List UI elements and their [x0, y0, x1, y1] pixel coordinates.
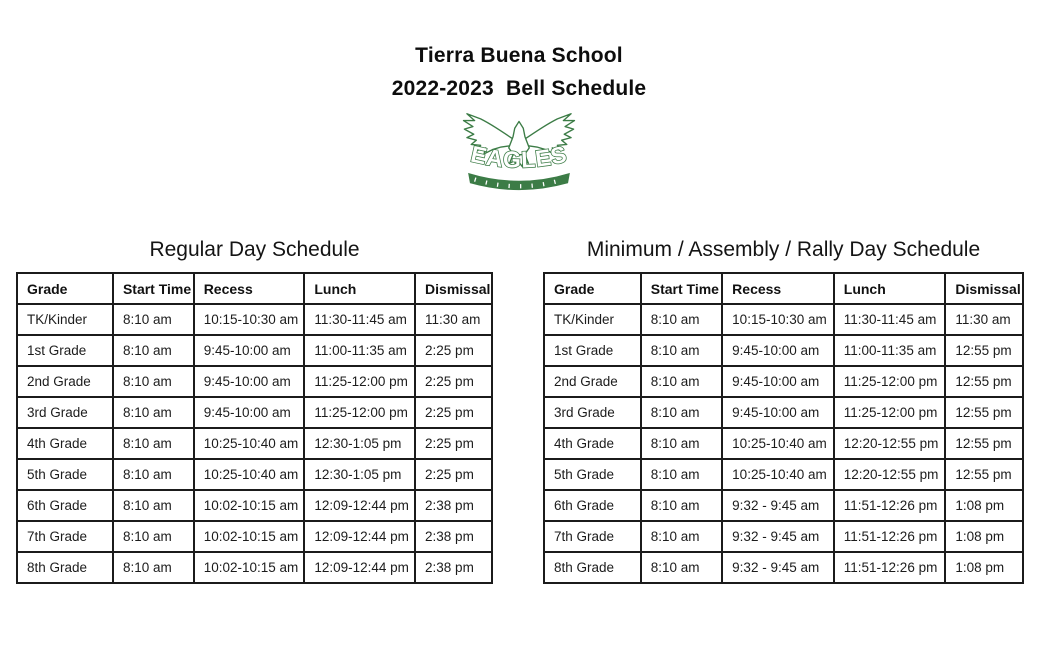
table-cell: 8:10 am [641, 552, 722, 583]
regular-day-schedule-table [16, 272, 493, 584]
table-cell: 12:55 pm [945, 366, 1023, 397]
table-cell: 2:38 pm [415, 521, 492, 552]
table-cell: 8:10 am [641, 397, 722, 428]
column-header: Start Time [113, 273, 194, 304]
table-cell: 12:55 pm [945, 428, 1023, 459]
table-cell: 12:55 pm [945, 397, 1023, 428]
table-cell: TK/Kinder [17, 304, 113, 335]
table-cell: 11:30-11:45 am [304, 304, 415, 335]
table-row [17, 335, 492, 366]
table-cell: 11:51-12:26 pm [834, 552, 946, 583]
table-cell: 9:32 - 9:45 am [722, 490, 834, 521]
table-cell: 2nd Grade [17, 366, 113, 397]
table-cell: 8:10 am [113, 428, 194, 459]
table-cell: 2:25 pm [415, 459, 492, 490]
document-subtitle: 2022-2023 Bell Schedule [391, 77, 647, 100]
table-cell: 12:09-12:44 pm [304, 490, 415, 521]
table-cell: 2nd Grade [544, 366, 641, 397]
table-cell: 12:09-12:44 pm [304, 521, 415, 552]
table-row [544, 552, 1023, 583]
column-header: Start Time [641, 273, 722, 304]
regular-day-schedule-title: Regular Day Schedule [149, 238, 360, 261]
table-cell: 10:25-10:40 am [722, 428, 834, 459]
table-cell: 2:25 pm [415, 335, 492, 366]
table-cell: 4th Grade [17, 428, 113, 459]
table-cell: 8:10 am [113, 366, 194, 397]
table-row [544, 366, 1023, 397]
table-cell: 1:08 pm [945, 552, 1023, 583]
table-cell: 9:45-10:00 am [194, 366, 305, 397]
table-cell: 9:45-10:00 am [194, 397, 305, 428]
minimum-day-schedule-title: Minimum / Assembly / Rally Day Schedule [586, 238, 981, 261]
table-cell: 1st Grade [544, 335, 641, 366]
table-cell: 12:09-12:44 pm [304, 552, 415, 583]
table-cell: 6th Grade [17, 490, 113, 521]
table-cell: 8:10 am [641, 304, 722, 335]
table-row [544, 304, 1023, 335]
table-cell: 10:25-10:40 am [194, 428, 305, 459]
table-cell: 11:30 am [415, 304, 492, 335]
table-row [17, 428, 492, 459]
column-header: Dismissal [945, 273, 1023, 304]
column-header: Lunch [304, 273, 415, 304]
eagles-logo [455, 110, 583, 196]
table-cell: 11:30-11:45 am [834, 304, 946, 335]
table-row [17, 552, 492, 583]
table-row [544, 459, 1023, 490]
minimum-day-schedule-table [543, 272, 1024, 584]
table-cell: 11:25-12:00 pm [304, 397, 415, 428]
table-cell: 8:10 am [641, 490, 722, 521]
table-cell: 11:51-12:26 pm [834, 521, 946, 552]
table-cell: 8:10 am [113, 304, 194, 335]
column-header: Grade [17, 273, 113, 304]
table-cell: 11:00-11:35 am [304, 335, 415, 366]
table-cell: 11:25-12:00 pm [834, 397, 946, 428]
table-cell: 7th Grade [544, 521, 641, 552]
table-row [17, 366, 492, 397]
table-cell: 12:20-12:55 pm [834, 459, 946, 490]
table-cell: 5th Grade [544, 459, 641, 490]
table-cell: 2:25 pm [415, 397, 492, 428]
table-cell: 2:38 pm [415, 490, 492, 521]
table-cell: 8:10 am [641, 428, 722, 459]
table-cell: 11:51-12:26 pm [834, 490, 946, 521]
table-cell: 9:45-10:00 am [722, 335, 834, 366]
table-cell: 10:25-10:40 am [194, 459, 305, 490]
minimum-day-schedule-section [543, 238, 1024, 584]
header-row [17, 273, 492, 304]
table-cell: 6th Grade [544, 490, 641, 521]
table-cell: 1:08 pm [945, 521, 1023, 552]
table-cell: 11:25-12:00 pm [834, 366, 946, 397]
table-row [544, 428, 1023, 459]
document-title: Tierra Buena School [415, 44, 623, 67]
logo-text: EAGLES [468, 140, 570, 173]
table-cell: 5th Grade [17, 459, 113, 490]
table-cell: 10:15-10:30 am [194, 304, 305, 335]
table-cell: 4th Grade [544, 428, 641, 459]
column-header: Grade [544, 273, 641, 304]
table-cell: 8:10 am [113, 552, 194, 583]
logo-container [0, 110, 1038, 196]
table-cell: 12:55 pm [945, 459, 1023, 490]
table-cell: 10:02-10:15 am [194, 521, 305, 552]
table-cell: 11:30 am [945, 304, 1023, 335]
table-cell: 1st Grade [17, 335, 113, 366]
table-cell: 12:30-1:05 pm [304, 459, 415, 490]
table-row [544, 490, 1023, 521]
table-cell: 12:20-12:55 pm [834, 428, 946, 459]
table-cell: 9:45-10:00 am [722, 366, 834, 397]
table-cell: 9:45-10:00 am [722, 397, 834, 428]
header-row [544, 273, 1023, 304]
table-cell: 9:32 - 9:45 am [722, 521, 834, 552]
column-header: Recess [722, 273, 834, 304]
table-cell: 2:38 pm [415, 552, 492, 583]
table-cell: 3rd Grade [544, 397, 641, 428]
table-row [544, 521, 1023, 552]
table-cell: 12:55 pm [945, 335, 1023, 366]
table-cell: 8:10 am [113, 490, 194, 521]
column-header: Dismissal [415, 273, 492, 304]
table-cell: 11:25-12:00 pm [304, 366, 415, 397]
table-cell: 8th Grade [17, 552, 113, 583]
table-cell: TK/Kinder [544, 304, 641, 335]
table-row [544, 397, 1023, 428]
table-cell: 7th Grade [17, 521, 113, 552]
table-cell: 8:10 am [641, 335, 722, 366]
table-row [17, 459, 492, 490]
table-cell: 11:00-11:35 am [834, 335, 946, 366]
table-cell: 9:45-10:00 am [194, 335, 305, 366]
regular-day-schedule-section [16, 238, 493, 584]
table-cell: 8:10 am [113, 335, 194, 366]
table-row [17, 304, 492, 335]
table-cell: 8:10 am [113, 521, 194, 552]
table-cell: 8:10 am [641, 366, 722, 397]
table-cell: 9:32 - 9:45 am [722, 552, 834, 583]
table-cell: 8:10 am [113, 397, 194, 428]
column-header: Lunch [834, 273, 946, 304]
table-cell: 12:30-1:05 pm [304, 428, 415, 459]
table-row [17, 397, 492, 428]
table-cell: 10:15-10:30 am [722, 304, 834, 335]
table-row [544, 335, 1023, 366]
table-cell: 8:10 am [113, 459, 194, 490]
table-cell: 2:25 pm [415, 428, 492, 459]
table-row [17, 490, 492, 521]
table-cell: 8th Grade [544, 552, 641, 583]
table-row [17, 521, 492, 552]
table-cell: 10:02-10:15 am [194, 552, 305, 583]
table-cell: 3rd Grade [17, 397, 113, 428]
table-cell: 8:10 am [641, 521, 722, 552]
table-cell: 10:25-10:40 am [722, 459, 834, 490]
table-cell: 2:25 pm [415, 366, 492, 397]
table-cell: 1:08 pm [945, 490, 1023, 521]
column-header: Recess [194, 273, 305, 304]
table-cell: 10:02-10:15 am [194, 490, 305, 521]
table-cell: 8:10 am [641, 459, 722, 490]
